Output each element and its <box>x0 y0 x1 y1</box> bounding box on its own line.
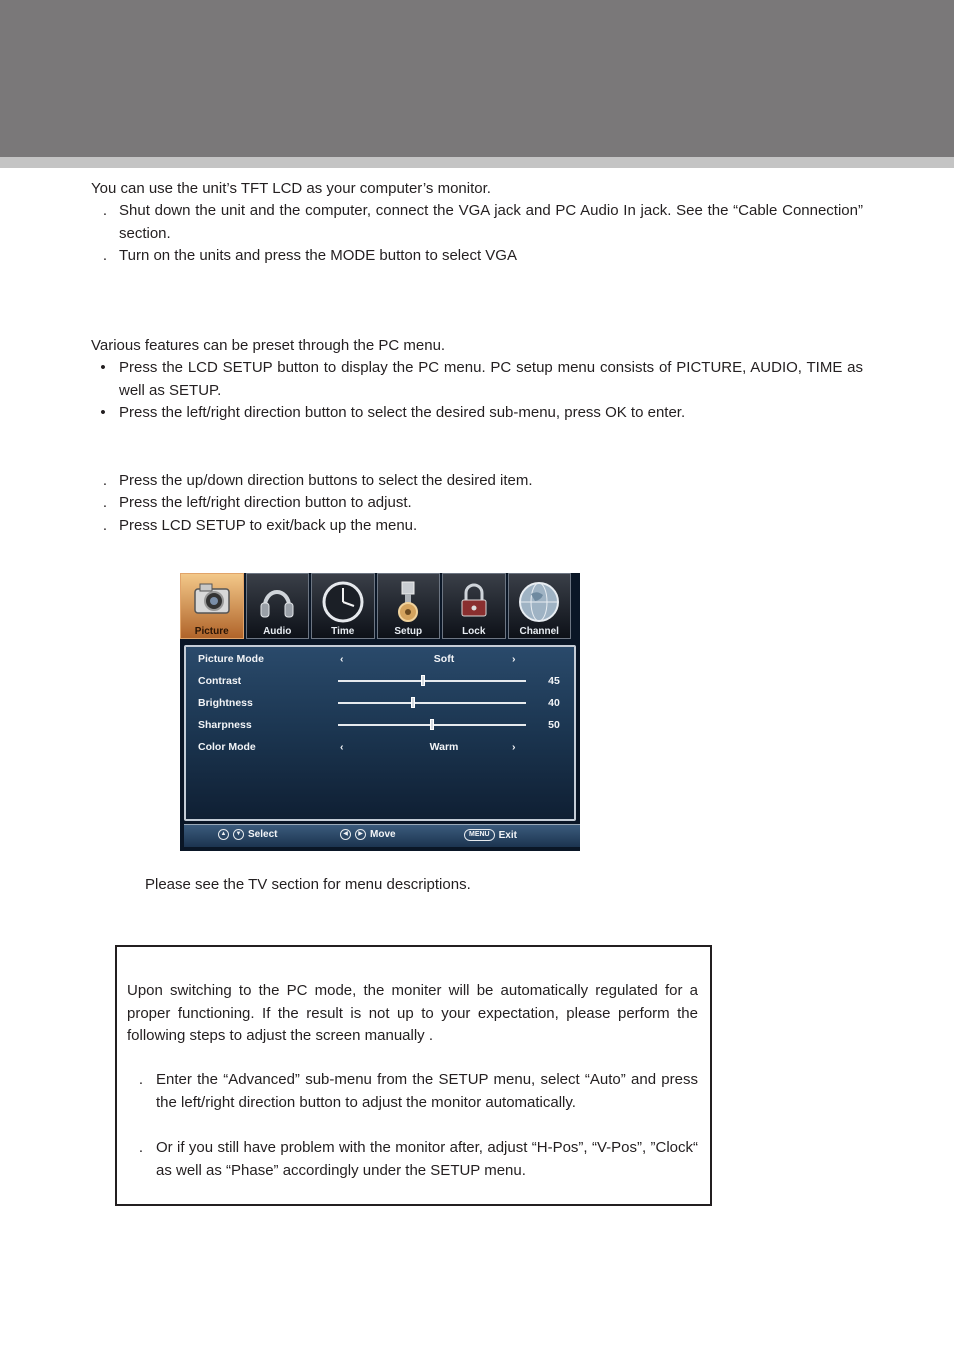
list-item: . Enter the “Advanced” sub-menu from the SETUP menu, select “Auto” and press the left/right direction button to adjust the monitor automatically. <box>138 1071 698 1111</box>
contrast-slider-track[interactable] <box>338 680 526 682</box>
osd-picture-panel <box>184 645 576 821</box>
up-arrow-icon: ▲ <box>218 829 229 840</box>
manual-adjust-note-box <box>115 945 712 1206</box>
right-arrow-icon: ▶ <box>355 829 366 840</box>
osd-tab-bar <box>180 573 573 639</box>
sharpness-slider-thumb[interactable] <box>430 719 434 730</box>
tab-label: Lock <box>462 626 486 637</box>
tab-label: Channel <box>519 626 559 637</box>
list-item: . Press the up/down direction buttons to select the desired item. <box>102 472 533 489</box>
menu-key-icon: MENU <box>464 829 495 841</box>
contrast-slider-thumb[interactable] <box>421 675 425 686</box>
see-tv-section-note: Please see the TV section for menu descriptions. <box>145 876 471 893</box>
osd-row-color-mode[interactable]: Color Mode ‹ Warm › <box>198 737 568 757</box>
osd-row-picture-mode[interactable]: Picture Mode ‹ Soft › <box>198 649 568 669</box>
lock-icon <box>454 580 494 622</box>
camera-icon <box>192 580 232 616</box>
tab-time[interactable] <box>311 573 375 639</box>
list-item: . Or if you still have problem with the monitor after, adjust “H-Pos”, “V-Pos”, ”Clock“ as well as “Phase” accordingly under the SETUP menu. <box>138 1139 698 1179</box>
hint-move: ◀ ▶ Move <box>340 829 396 840</box>
globe-icon <box>517 580 561 624</box>
note-intro: Upon switching to the PC mode, the moniter will be automatically regulated for a proper functioning. If the result is not up to your expectation, please perform the following steps to adjust the screen manually . <box>127 982 698 1044</box>
down-arrow-icon: ▼ <box>233 829 244 840</box>
arrow-right-icon[interactable]: › <box>512 741 516 753</box>
osd-menu-screenshot <box>180 573 580 851</box>
osd-row-brightness[interactable]: Brightness 40 <box>198 697 560 709</box>
tab-channel[interactable] <box>508 573 572 639</box>
tab-label: Time <box>331 626 355 637</box>
list-item: . Press the left/right direction button to adjust. <box>102 494 412 511</box>
hint-select: ▲ ▼ Select <box>218 829 277 840</box>
arrow-left-icon[interactable]: ‹ <box>340 653 344 665</box>
clock-icon <box>321 580 365 624</box>
intro-text: You can use the unit’s TFT LCD as your computer’s monitor. <box>91 180 491 197</box>
list-item: . Shut down the unit and the computer, connect the VGA jack and PC Audio In jack. See the “Cable Connection” section. <box>102 202 863 242</box>
list-item: . Press LCD SETUP to exit/back up the menu. <box>102 517 418 534</box>
list-item: • Press the left/right direction button to select the desired sub-menu, press OK to enter. <box>100 404 686 421</box>
tab-setup[interactable] <box>377 573 441 639</box>
hint-exit: MENU Exit <box>464 829 517 841</box>
pc-menu-text: Various features can be preset through the PC menu. <box>91 337 446 354</box>
arrow-right-icon[interactable]: › <box>512 653 516 665</box>
tab-label: Picture <box>194 626 229 637</box>
arrow-left-icon[interactable]: ‹ <box>340 741 344 753</box>
gear-icon <box>388 580 428 622</box>
tab-picture[interactable] <box>180 573 244 639</box>
tab-audio[interactable] <box>246 573 310 639</box>
osd-footer-hints <box>184 824 580 847</box>
tab-label: Setup <box>394 626 423 637</box>
tab-lock[interactable] <box>442 573 506 639</box>
tab-label: Audio <box>263 626 292 637</box>
list-item: • Press the LCD SETUP button to display the PC menu. PC setup menu consists of PICTURE, AUDIO, TIME as well as SETUP. <box>100 359 863 399</box>
header-stripe <box>0 157 954 168</box>
brightness-slider-thumb[interactable] <box>411 697 415 708</box>
list-item: . Turn on the units and press the MODE button to select VGA <box>102 247 517 264</box>
osd-row-contrast[interactable]: Contrast 45 <box>198 675 560 687</box>
left-arrow-icon: ◀ <box>340 829 351 840</box>
brightness-slider-track[interactable] <box>338 702 526 704</box>
header-band <box>0 0 954 157</box>
headphones-icon <box>257 580 297 620</box>
osd-row-sharpness[interactable]: Sharpness 50 <box>198 719 560 731</box>
